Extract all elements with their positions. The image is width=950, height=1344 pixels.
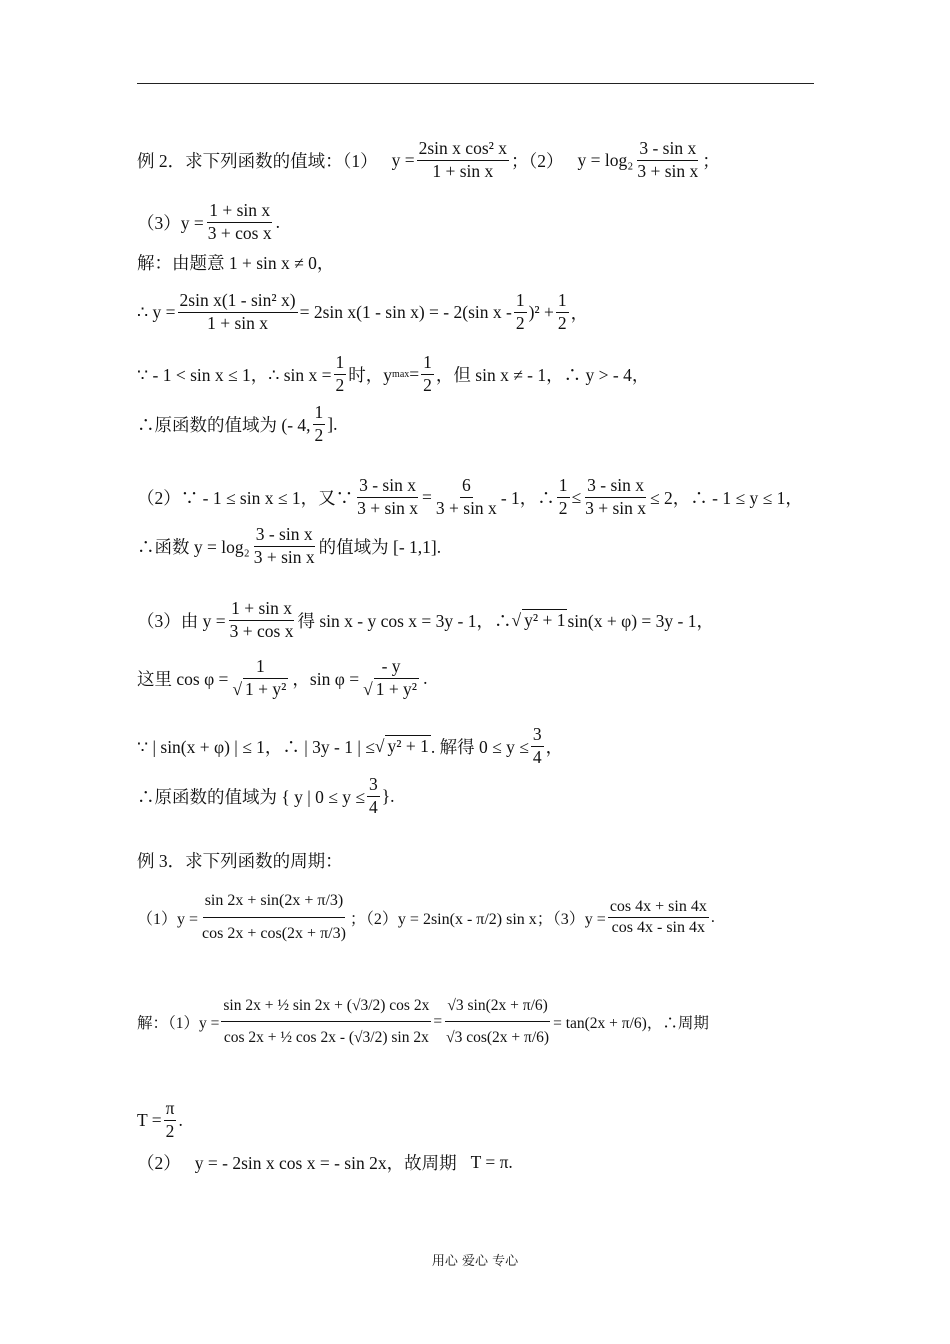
fraction: $\frac{\text{3 - sin x}}{\text{3 + sin x}}$: [585, 475, 647, 518]
example3-period-line: T = $\frac{\pi}{2}$ .: [137, 1098, 183, 1141]
fraction: $\frac{\cos 4x + \sin 4x}{\cos 4x - \sin 4x}$: [609, 898, 707, 936]
solution-line-4: ∴原函数的值域为 (- 4, $\frac{1}{2}$ ].: [137, 402, 338, 445]
page-footer: 用心 爱心 专心: [431, 1254, 519, 1269]
fraction: $\frac{1}{2}$: [557, 290, 567, 333]
fraction: $\frac{\text{sin 2x + ½ sin 2x + (√3/2) cos 2x}}{\text{cos 2x + ½ cos 2x - (√3/2) sin 2x}}$: [221, 990, 431, 1054]
fraction: $\frac{1}{2}$: [558, 475, 568, 518]
fraction: $\frac{- y}{\text{√ 1 + y²}}$: [363, 656, 418, 699]
solution-line-1: 解：由题意 1 + sin x ≠ 0，: [137, 253, 335, 273]
fraction: $\frac{\text{2sin x cos² x}}{\text{1 + sin x}}$: [418, 138, 507, 181]
fraction: $\frac{√3 \sin(2x + \pi/6)}{√3 \cos(2x + \pi/6)}$: [444, 990, 551, 1054]
fraction: $\frac{\sin 2x + \sin(2x + \pi/3)}{\cos 2x + \cos(2x + \pi/3)}$: [200, 885, 348, 950]
fraction: $\frac{\text{3 - sin x}}{\text{3 + sin x}}$: [637, 138, 699, 181]
example2-heading-line: 例 2．求下列函数的值域：（1） y = $\frac{\text{2sin x cos² x}}{\text{1 + sin x}}$ ；（2） y = log₂ $\frac{\text{3 - sin x}}{\text{3 + sin x}}$ ；: [137, 138, 720, 181]
example2-heading: 例 2．求下列函数的值域：（1）: [137, 150, 378, 171]
fraction: $\frac{\text{3 - sin x}}{\text{3 + sin x}}$: [357, 475, 419, 518]
fraction: $\frac{\text{1 + sin x}}{\text{3 + cos x}}$: [207, 200, 272, 243]
fraction: $\frac{\pi}{2}$: [165, 1098, 175, 1141]
solution-part3-line-2: 这里 cos φ = $\frac{1}{\text{√ 1 + y²}}$ ，sin φ = $\frac{- y}{\text{√ 1 + y²}}$ .: [137, 656, 428, 699]
fraction: $\frac{1}{2}$: [423, 352, 432, 395]
solution-line-3: ∵ - 1 < sin x ≤ 1，∴ sin x = $\frac{1}{2}$ 时，y max = $\frac{1}{2}$ ，但 sin x ≠ - 1，∴ y > - 4，: [137, 352, 650, 395]
solution-part2-line-1: （2）∵ - 1 ≤ sin x ≤ 1，又∵ $\frac{\text{3 - sin x}}{\text{3 + sin x}}$ = $\frac{6}{\text{3 + sin x}}$ - 1，∴ $\frac{1}{2}$ ≤ $\frac{\text{3 - sin x}}{\text{3 + sin x}}$ ≤ 2，∴ - 1 ≤ y ≤ 1，: [137, 475, 803, 518]
fraction: $\frac{1}{2}$: [515, 290, 525, 333]
fraction: $\frac{1}{2}$: [335, 352, 345, 395]
fraction: $\frac{6}{\text{3 + sin x}}$: [435, 475, 497, 518]
header-rule: [137, 83, 814, 84]
solution-part3-line-4: ∴原函数的值域为 { y | 0 ≤ y ≤ $\frac{3}{4}$ }.: [137, 774, 395, 817]
fraction: $\frac{3}{4}$: [369, 774, 378, 817]
fraction: $\frac{\text{2sin x(1 - sin² x)}}{\text{1 + sin x}}$: [179, 290, 296, 333]
fraction: $\frac{1}{2}$: [314, 402, 324, 445]
example3-parts-line: （1）y = $\frac{\sin 2x + \sin(2x + \pi/3)}{\cos 2x + \cos(2x + \pi/3)}$ ；（2）y = 2sin(x - π/2) sin x；（3）y = $\frac{\cos 4x + \sin 4x}{\cos 4x - \sin 4x}$ .: [137, 885, 827, 950]
fraction: $\frac{1}{\text{√ 1 + y²}}$: [232, 656, 287, 699]
solution-part2-line-2: ∴函数 y = log₂ $\frac{\text{3 - sin x}}{\text{3 + sin x}}$ 的值域为 [- 1,1].: [137, 524, 442, 567]
fraction: $\frac{3}{4}$: [532, 724, 542, 767]
solution-part3-line-3: ∵ | sin(x + φ) | ≤ 1，∴ | 3y - 1 | ≤ √ y² + 1 . 解得 0 ≤ y ≤ $\frac{3}{4}$ ，: [137, 724, 564, 767]
fraction: $\frac{\text{3 - sin x}}{\text{3 + sin x}}$: [253, 524, 315, 567]
example3-heading: 例 3．求下列函数的周期：: [137, 851, 343, 871]
solution-part3-line-1: （3）由 y = $\frac{\text{1 + sin x}}{\text{3 + cos x}}$ 得 sin x - y cos x = 3y - 1，∴ √ y² + 1 sin(x + φ) = 3y - 1，: [137, 598, 714, 641]
solution-line-2: ∴ y = $\frac{\text{2sin x(1 - sin² x)}}{\text{1 + sin x}}$ = 2sin x(1 - sin x) = - 2(sin x - $\frac{1}{2}$ )² + $\frac{1}{2}$ ，: [137, 290, 589, 333]
example2-part3-line: （3）y = $\frac{\text{1 + sin x}}{\text{3 + cos x}}$ .: [137, 200, 280, 243]
example3-solution-line-2: （2） y = - 2sin x cos x = - sin 2x，故周期 T = π.: [137, 1152, 513, 1173]
fraction: $\frac{\text{1 + sin x}}{\text{3 + cos x}}$: [229, 598, 294, 641]
example3-solution-line-1: 解：（1）y = $\frac{\text{sin 2x + ½ sin 2x + (√3/2) cos 2x}}{\text{cos 2x + ½ cos 2x - (√3/2) sin 2x}}$ = $\frac{√3 \sin(2x + \pi/6)}{√3 \cos(2x + \pi/6)}$ = tan(2x + π/6)，∴周期: [137, 990, 827, 1054]
